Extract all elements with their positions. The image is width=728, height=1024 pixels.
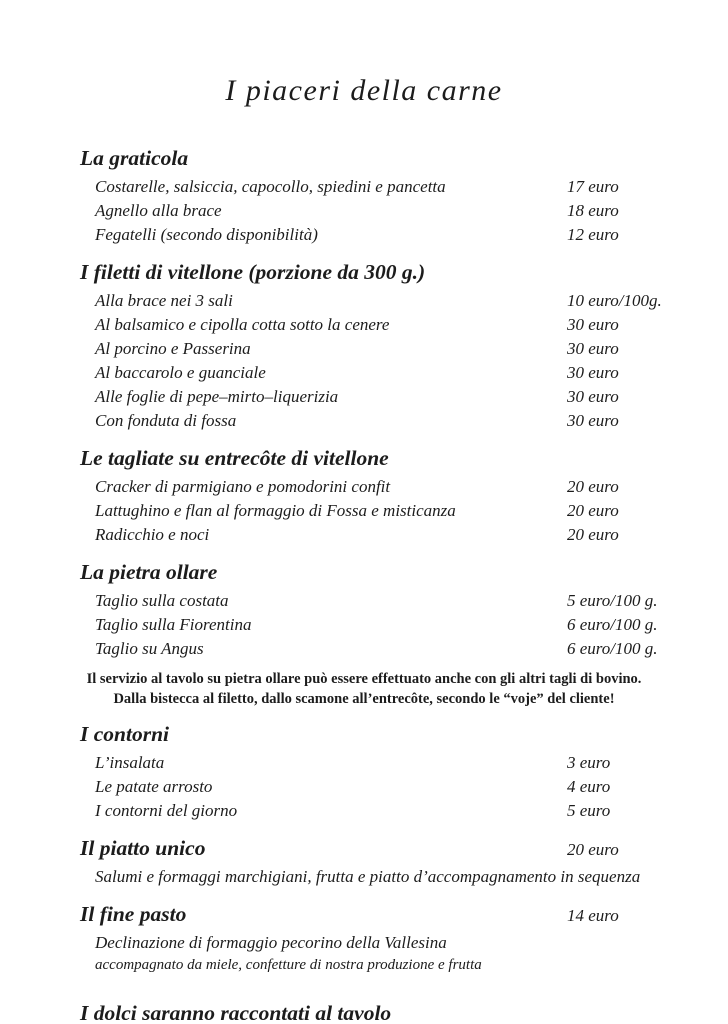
item-price: 3 euro xyxy=(567,753,611,772)
menu-item xyxy=(80,313,668,337)
menu-section-contorni xyxy=(80,720,668,823)
item-price: 4 euro xyxy=(567,777,611,796)
item-name: L’insalata xyxy=(95,753,165,772)
menu-item xyxy=(80,613,668,637)
section-heading-row xyxy=(80,258,668,289)
item-price: 18 euro xyxy=(567,201,619,220)
menu-item xyxy=(80,289,668,313)
menu-item xyxy=(80,337,668,361)
menu-item xyxy=(80,199,668,223)
item-price: 20 euro xyxy=(567,477,619,496)
menu-item xyxy=(80,751,668,775)
item-name: Alla brace nei 3 sali xyxy=(95,291,233,310)
service-note xyxy=(60,670,668,709)
section-description: Salumi e formaggi marchigiani, frutta e piatto d’accompagnamento in sequenza xyxy=(95,867,641,886)
item-price: 10 euro/100g. xyxy=(567,291,662,310)
item-price: 30 euro xyxy=(567,363,619,382)
item-name: Taglio sulla costata xyxy=(95,591,229,610)
item-name: Radicchio e noci xyxy=(95,525,210,544)
item-price: 6 euro/100 g. xyxy=(567,615,658,634)
item-price: 5 euro xyxy=(567,801,611,820)
section-heading: Il piatto unico xyxy=(80,836,206,860)
menu-item xyxy=(80,523,668,547)
section-heading: La graticola xyxy=(80,146,189,170)
section-heading: I contorni xyxy=(80,722,170,746)
item-name: Al baccarolo e guanciale xyxy=(95,363,266,382)
item-name: Taglio su Angus xyxy=(95,639,204,658)
item-name: Alle foglie di pepe–mirto–liquerizia xyxy=(95,387,339,406)
menu-item xyxy=(80,589,668,613)
item-price: 17 euro xyxy=(567,177,619,196)
item-price: 30 euro xyxy=(567,411,619,430)
section-heading-row xyxy=(80,144,668,175)
menu-item xyxy=(80,361,668,385)
item-price: 30 euro xyxy=(567,339,619,358)
menu-section-fine-pasto xyxy=(80,900,668,975)
section-heading: Le tagliate su entrecôte di vitellone xyxy=(80,446,389,470)
menu-section-filetti xyxy=(80,258,668,433)
section-heading: Il fine pasto xyxy=(80,902,187,926)
menu-item xyxy=(80,175,668,199)
item-price: 12 euro xyxy=(567,225,619,244)
section-heading-row xyxy=(80,720,668,751)
menu-section-tagliate xyxy=(80,444,668,547)
item-name: Con fonduta di fossa xyxy=(95,411,237,430)
menu-item xyxy=(80,475,668,499)
menu-item xyxy=(80,223,668,247)
section-price: 20 euro xyxy=(567,840,619,859)
item-name: I contorni del giorno xyxy=(95,801,238,820)
section-heading-row xyxy=(80,444,668,475)
menu-content xyxy=(0,144,728,1024)
section-heading-row xyxy=(80,558,668,589)
section-price: 14 euro xyxy=(567,906,619,925)
item-name: Fegatelli (secondo disponibilità) xyxy=(95,225,318,244)
item-name: Agnello alla brace xyxy=(95,201,222,220)
item-name: Al balsamico e cipolla cotta sotto la cenere xyxy=(95,315,390,334)
menu-section-graticola xyxy=(80,144,668,247)
item-price: 30 euro xyxy=(567,315,619,334)
item-price: 6 euro/100 g. xyxy=(567,639,658,658)
menu-section-pietra-ollare xyxy=(80,558,668,709)
section-description: Declinazione di formaggio pecorino della Vallesina xyxy=(95,933,447,952)
menu-item xyxy=(80,499,668,523)
section-heading: I filetti di vitellone (porzione da 300 g.) xyxy=(80,260,426,284)
menu-item xyxy=(80,385,668,409)
service-note-line-2: Dalla bistecca al filetto, dallo scamone all’entrecôte, secondo le “voje” del cliente! xyxy=(113,690,615,707)
item-name: Lattughino e flan al formaggio di Fossa e misticanza xyxy=(95,501,456,520)
footer-note: I dolci saranno raccontati al tavolo xyxy=(80,1001,392,1024)
menu-item xyxy=(80,637,668,661)
item-price: 20 euro xyxy=(567,501,619,520)
menu-item xyxy=(80,799,668,823)
item-name: Cracker di parmigiano e pomodorini confit xyxy=(95,477,391,496)
item-price: 5 euro/100 g. xyxy=(567,591,658,610)
menu-item xyxy=(80,775,668,799)
section-heading-row xyxy=(80,834,668,865)
item-price: 20 euro xyxy=(567,525,619,544)
menu-section-piatto-unico xyxy=(80,834,668,889)
section-subdescription: accompagnato da miele, confetture di nostra produzione e frutta xyxy=(95,957,482,973)
menu-item xyxy=(80,409,668,433)
item-price: 30 euro xyxy=(567,387,619,406)
section-heading-row xyxy=(80,900,668,931)
service-note-line-1: Il servizio al tavolo su pietra ollare può essere effettuato anche con gli altri tagli di bovino. xyxy=(86,671,642,687)
item-name: Costarelle, salsiccia, capocollo, spiedini e pancetta xyxy=(95,177,446,196)
section-heading: La pietra ollare xyxy=(80,560,218,584)
page-title: I piaceri della carne xyxy=(225,74,503,107)
item-name: Taglio sulla Fiorentina xyxy=(95,615,252,634)
item-name: Le patate arrosto xyxy=(95,777,213,796)
item-name: Al porcino e Passerina xyxy=(95,339,251,358)
